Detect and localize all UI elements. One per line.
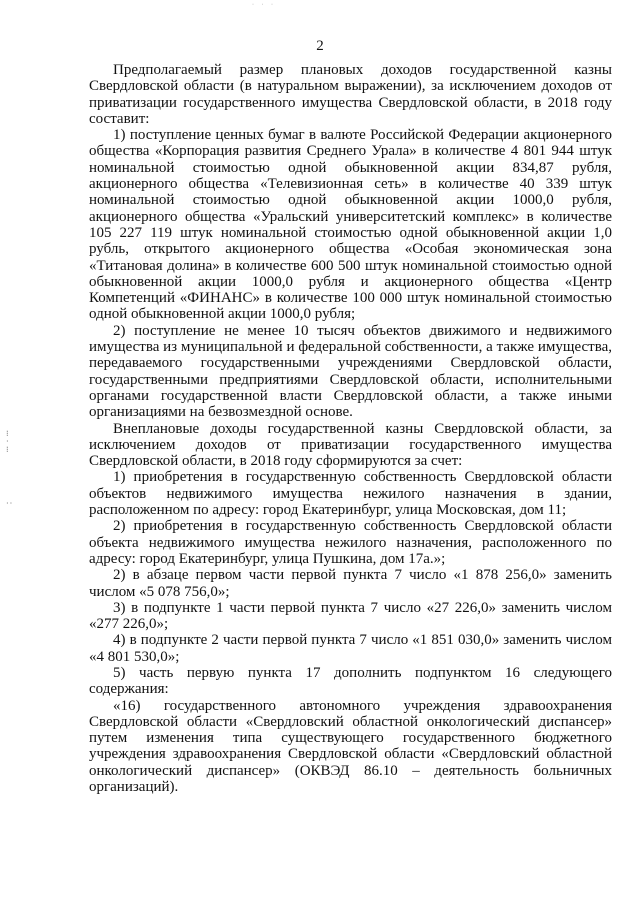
paragraph-amendment-5: 5) часть первую пункта 17 дополнить подпунктом 16 следующего содержания: [89, 664, 612, 698]
margin-scan-mark: ·· [6, 499, 14, 508]
paragraph-acquisition-pushkina: 2) приобретения в государственную собственность Свердловской области объекта недвижимого имущества нежилого назначения, расположенного по адресу: город Екатеринбург, улица Пушкина, дом 17а.»; [89, 518, 612, 567]
paragraph-amendment-2: 2) в абзаце первом части первой пункта 7 число «1 878 256,0» заменить числом «5 078 756,0»; [89, 567, 612, 600]
scan-artifact-top: · · · [252, 2, 276, 8]
paragraph-amendment-4: 4) в подпункте 2 части первой пункта 7 число «1 851 030,0» заменить числом «4 801 530,0»; [89, 632, 612, 665]
document-body [89, 62, 612, 795]
paragraph-amendment-3: 3) в подпункте 1 части первой пункта 7 число «27 226,0» заменить числом «277 226,0»; [89, 599, 612, 633]
paragraph-subitem-16: «16) государственного автономного учреждения здравоохранения Свердловской области «Свердловский областной онкологический диспансер» путем изменения типа существующего государственного бюджетного учреждения здравоохранения Свердловской области «Свердловский областной онкологический диспансер» (ОКВЭД 86.10 – деятельность больничных организаций). [89, 697, 612, 796]
paragraph-planned-income: Предполагаемый размер плановых доходов государственной казны Свердловской области (в натуральном выражении), за исключением доходов от приватизации государственного имущества Свердловской области, в 2018 году составит: [89, 62, 612, 127]
paragraph-securities: 1) поступление ценных бумаг в валюте Российской Федерации акционерного общества «Корпорация развития Среднего Урала» в количестве 4 801 944 штук номинальной стоимостью одной обыкновенной акции 834,87 рубля, акционерного общества «Телевизионная сеть» в количестве 40 339 штук номинальной стоимостью одной обыкновенной акции 1000,0 рубля, акционерного общества «Уральский университетский комплекс» в количестве 105 227 119 штук номинальной стоимостью одной обыкновенной акции 1,0 рубль, открытого акционерного общества «Особая экономическая зона «Титановая долина» в количестве 600 500 штук номинальной стоимостью одной обыкновенной акции 1000,0 рубля и акционерного общества «Центр Компетенций «ФИНАНС» в количестве 100 000 штук номинальной стоимостью одной обыкновенной акции 1000,0 рубля; [89, 127, 612, 323]
margin-scan-mark: ⁝ · ⁝ [6, 429, 10, 454]
paragraph-unplanned-income: Внеплановые доходы государственной казны Свердловской области, за исключением доходов от приватизации государственного имущества Свердловской области, в 2018 году сформируются за счет: [89, 420, 612, 470]
paragraph-acquisition-moskovskaya: 1) приобретения в государственную собственность Свердловской области объектов недвижимого имущества нежилого назначения в здании, расположенном по адресу: город Екатеринбург, улица Московская, дом 11; [89, 469, 612, 519]
page-number: 2 [316, 38, 324, 54]
paragraph-property-objects: 2) поступление не менее 10 тысяч объектов движимого и недвижимого имущества из муниципальной и федеральной собственности, а также имущества, передаваемого государственными учреждениями Свердловской области, государственными предприятиями Свердловской области, исполнительными органами государственной власти Свердловской области, а также иными организациями на безвозмездной основе. [89, 322, 612, 421]
